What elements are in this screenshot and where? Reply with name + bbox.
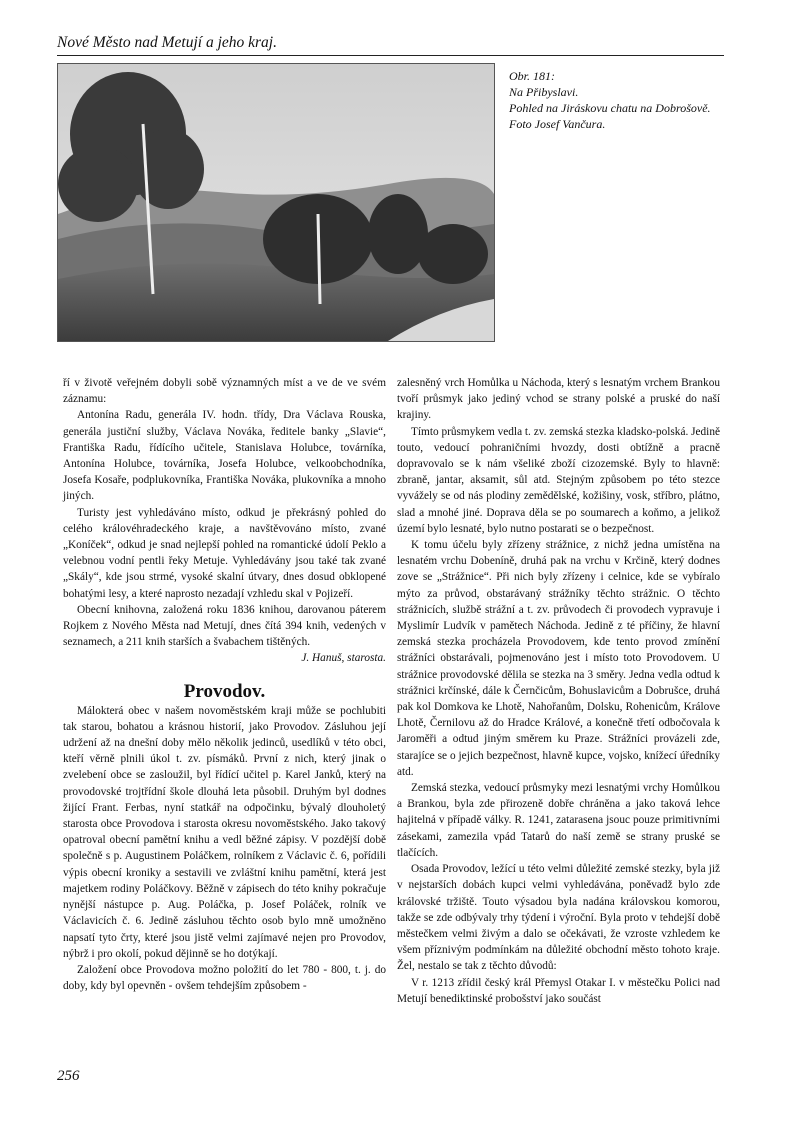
paragraph: Obecní knihovna, založená roku 1836 knihou, darovanou páterem Rojkem z Nového Města nad Metují, dnes čítá 394 knih, vedených v seznamech, a 211 knih starších a švabachem tištěných. [63, 603, 386, 649]
paragraph: ří v životě veřejném dobyli sobě významných míst a ve de ve svém záznamu: [63, 377, 386, 406]
caption-photographer: Foto Josef Vančura. [509, 117, 606, 131]
paragraph: Zemská stezka, vedoucí průsmyky mezi lesnatými vrchy Homůlkou a Brankou, byla zde přirozeně dobře chráněna a jako taková lehce hajitelná v případě války. R. 1241, zatarasena jsouc pouze primitivními zásekami, zamezila vpád Tatarů do naší země se strany pruské se tlačících. [397, 782, 720, 859]
running-header: Nové Město nad Metují a jeho kraj. [57, 34, 277, 51]
paragraph: Antonína Radu, generála IV. hodn. třídy, Dra Václava Rouska, generála justiční služby, Václava Nováka, ředitele banky „Slavie“, Františka Radu, řídícího učitele, Stanislava Holubce, továrníka, Antonína Holubce, továrníka, Josefa Holubce, velkoobchodníka, Josefa Kosaře, podplukovníka, Františka Nováka, plukovníka a mnoho jiných. [63, 409, 386, 503]
paragraph: zalesněný vrch Homůlka u Náchoda, který s lesnatým vrchem Brankou tvoří průsmyk jako jediný vchod se strany polské a pruské do naší krajiny. [397, 377, 720, 422]
paragraph: Založení obce Provodova možno položití do let 780 - 800, t. j. do doby, kdy byl opevněn - ovšem tehdejším způsobem - [63, 963, 386, 993]
page-number: 256 [57, 1068, 80, 1084]
caption-place: Na Přibyslavi. [509, 85, 579, 99]
landscape-photo [57, 63, 495, 342]
right-text-column [397, 375, 720, 1007]
left-text-column [63, 375, 386, 994]
paragraph: Málokterá obec v našem novoměstském kraji může se pochlubiti tak starou, bohatou a krásnou historií, jako Provodov. Zásluhou její udržení až na dnešní doby mělo několik jedinců, usedlíků v této obci, kteří věrně plnili úkol t. zv. písmáků. První z nich, který jinak o zvelebení obce se zasloužil, byl řídící učitel p. Karel Janků, který na provodovské trojtřídní škole dlouhá leta působil. Druhým byl dodnes žijící Frant. Ferbas, nyní statkář na odpočinku, bývalý dlouholetý starosta obce Provodova i starosta okresu novoměstského. Jako takový opatroval obecní pamětní knihu a vedl běžné zápisy. V pozdější době společně s p. Augustinem Poláčkem, rolníkem z Václavic č. 6, pořídili výpis obecní kroniky a sestavili ve zvláštní knihu pamětní, která jest majetkem rodiny Poláčkovy. Běžně v zápisech do této knihy pokračuje nynější nástupce p. Aug. Poláčka, p. Josef Poláček, rolník ve Václavicích č. 6. Jedině zásluhou těchto osob bylo mně umožněno napsatí tyto črty, které jsou jistě velmi zajímavé nejen pro Provodov, nýbrž i pro okolí, pokud dějinně se ho dotýkají. [63, 704, 386, 960]
paragraph: K tomu účelu byly zřízeny strážnice, z nichž jedna umístěna na lesnatém vrchu Dobeníně, druhá pak na vrchu v Krčině, který dodnes zove se „Strážnice“. Při nich byly zřízeny i celnice, kde se vybíralo mýto za průvod, obstarávaný strážníky těchto strážnic. O těchto strážnicích, službě strážní a t. zv. průvodech či provodech vypravuje i Myslimír Ludvík v pamětech Náchoda. Jedině z té příčiny, že hlavní zemská stezka procházela Provodovem, kde tento provod zmínění strážníci obstarávali, pojmenováno jest i místo toto Provodovem. U strážnice provodovské dělila se stezka na 3 směry. Jedna vedla odtud k strážnici krčínské, dále k Černčicům, Bohuslavicům a Dobrušce, druhá pak kol Domkova ke Lhotě, Nahořanům, Dolsku, Rohenicům, Králove Lhotě, Černilovu až do Hradce Králové, a konečně třetí odbočovala k Jaroměři a odtud jiným směrem ku Praze. Strážníci provázeli zde, starajíce se o jejich bezpečnost, hlavně kupce, vojsko, knížecí úředníky atd. [397, 539, 720, 778]
paragraph: Turisty jest vyhledáváno místo, odkud je překrásný pohled do celého královéhradeckého kraje, a navštěvováno místo, zvané „Koníček“, odkud je snad nejlepší pohled na romantické údolí Peklo a velebnou vodní pentli řeky Metuje. Vyhledávány jsou také tak zvané „Skály“, kde jsou strmé, vysoké skalní útvary, dnes dosud obklopené bohatými lesy, a které naprosto nezadají vzhledu skal v Pojizeří. [63, 506, 386, 600]
caption-description: Pohled na Jiráskovu chatu na Dobrošově. [509, 101, 711, 115]
figure-caption [509, 68, 729, 132]
section-title: Provodov. [183, 680, 266, 702]
author-signature: J. Hanuš, starosta. [301, 652, 386, 665]
paragraph: Osada Provodov, ležící u této velmi důležité zemské stezky, byla již v nejstarších dobách kupci velmi vyhledávána, poněvadž bylo zde královské tržiště. Touto výsadou byla nadána královskou komorou, takže se zde odbývaly trhy týdení i výroční. Byla proto v tehdejší době městečkem velmi živým a dalo se očekávati, že vzroste vzhledem ke všem příznivým podmínkám na důležité obchodní město tohoto kraje. Žel, nestalo se tak z těchto důvodů: [397, 863, 720, 973]
caption-figure-number: Obr. 181: [509, 69, 556, 83]
header-rule [57, 55, 724, 56]
paragraph: V r. 1213 zřídil český král Přemysl Otakar I. v městečku Polici nad Metují benediktinské probošství jako součást [397, 976, 720, 1005]
paragraph: Tímto průsmykem vedla t. zv. zemská stezka kladsko-polská. Jedině touto, vedoucí pohraničními hvozdy, dosti obtížně a pracně dopravovalo se k nám všeliké zboží cizozemské. Byly to hlavně: zbraně, jantar, aksamit, sůl atd. Stejným způsobem po této stezce vyvážely se od nás plodiny zemědělské, kožišiny, vosk, stříbro, plátno, slad a mnohé jiné. Doprava děla se po soumarech a koňmo, a jelikož území bylo lesnaté, bylo nutno postarati se o bezpečnost. [397, 425, 720, 535]
